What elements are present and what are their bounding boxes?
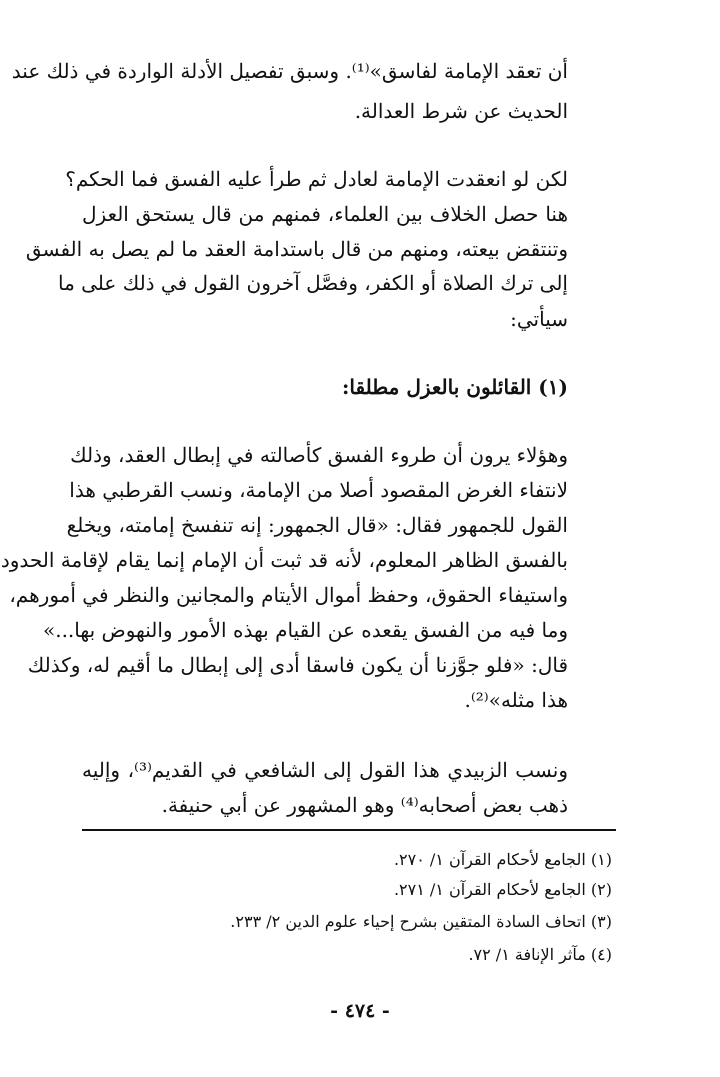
page-number: - ٤٧٤ - xyxy=(330,1000,390,1022)
paragraph-1-line-1: أن تعقد الإمامة لفاسق»⁽¹⁾. وسبق تفصيل الأدلة الواردة في ذلك عند xyxy=(11,59,568,83)
paragraph-1-line-2: الحديث عن شرط العدالة. xyxy=(354,99,568,123)
paragraph-4-line-1: ونسب الزبيدي هذا القول إلى الشافعي في القديم⁽³⁾، وإليه xyxy=(82,758,568,782)
footnote-4: (٤) مآثر الإنافة ١/ ٧٢. xyxy=(468,945,612,964)
paragraph-3-line-3: القول للجمهور فقال: «قال الجمهور: إنه تنفسخ إمامته، ويخلع xyxy=(66,513,568,537)
paragraph-2-line-4: إلى ترك الصلاة أو الكفر، وفصَّل آخرون القول في ذلك على ما xyxy=(57,271,568,295)
paragraph-4-line-2: ذهب بعض أصحابه⁽⁴⁾ وهو المشهور عن أبي حنيفة. xyxy=(161,793,568,817)
paragraph-3-line-1: وهؤلاء يرون أن طروء الفسق كأصالته في إبطال العقد، وذلك xyxy=(70,443,568,467)
paragraph-3-line-2: لانتفاء الغرض المقصود أصلا من الإمامة، ونسب القرطبي هذا xyxy=(69,478,568,502)
section-heading: (١) القائلون بالعزل مطلقا: xyxy=(342,375,568,399)
footnote-3: (٣) اتحاف السادة المتقين بشرح إحياء علوم الدين ٢/ ٢٣٣. xyxy=(230,912,612,931)
paragraph-3-line-7: قال: «فلو جوَّزنا أن يكون فاسقا أدى إلى إبطال ما أقيم له، وكذلك xyxy=(27,653,568,677)
footnote-1: (١) الجامع لأحكام القرآن ١/ ٢٧٠. xyxy=(393,850,612,869)
paragraph-2-line-5: سيأتي: xyxy=(510,307,568,331)
footnote-2: (٢) الجامع لأحكام القرآن ١/ ٢٧١. xyxy=(393,880,612,899)
paragraph-3-line-5: واستيفاء الحقوق، وحفظ أموال الأيتام والمجانين والنظر في أمورهم، xyxy=(9,583,568,607)
paragraph-3-line-8: هذا مثله»⁽²⁾. xyxy=(464,688,568,712)
footnote-separator xyxy=(82,829,616,831)
paragraph-2-line-1: لكن لو انعقدت الإمامة لعادل ثم طرأ عليه الفسق فما الحكم؟ xyxy=(65,167,568,191)
paragraph-2-line-3: وتنتقض بيعته، ومنهم من قال باستدامة العقد ما لم يصل به الفسق xyxy=(25,237,568,261)
paragraph-3-line-6: وما فيه من الفسق يقعده عن القيام بهذه الأمور والنهوض بها...» xyxy=(42,618,568,642)
paragraph-2-line-2: هنا حصل الخلاف بين العلماء، فمنهم من قال يستحق العزل xyxy=(82,202,568,226)
paragraph-3-line-4: بالفسق الظاهر المعلوم، لأنه قد ثبت أن الإمام إنما يقام لإقامة الحدود xyxy=(0,548,568,572)
